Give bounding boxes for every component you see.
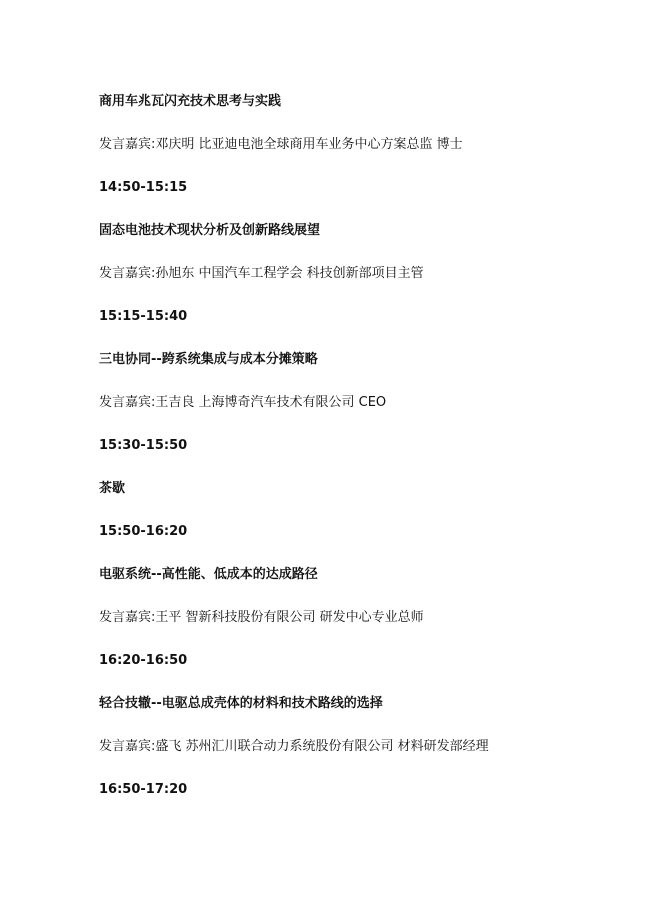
time-slot: 16:50-17:20 — [99, 782, 188, 797]
session-title: 商用车兆瓦闪充技术思考与实践 — [99, 94, 282, 109]
time-slot: 15:50-16:20 — [99, 524, 188, 539]
time-slot: 15:15-15:40 — [99, 309, 188, 324]
speaker-line: 发言嘉宾:王吉良 上海博奇汽车技术有限公司 CEO — [99, 395, 387, 410]
time-slot: 15:30-15:50 — [99, 438, 188, 453]
time-slot: 14:50-15:15 — [99, 180, 188, 195]
speaker-line: 发言嘉宾:王平 智新科技股份有限公司 研发中心专业总师 — [99, 610, 424, 625]
session-title: 固态电池技术现状分析及创新路线展望 — [99, 223, 321, 238]
speaker-line: 发言嘉宾:邓庆明 比亚迪电池全球商用车业务中心方案总监 博士 — [99, 137, 463, 152]
speaker-line: 发言嘉宾:盛飞 苏州汇川联合动力系统股份有限公司 材料研发部经理 — [99, 739, 489, 754]
speaker-line: 发言嘉宾:孙旭东 中国汽车工程学会 科技创新部项目主管 — [99, 266, 424, 281]
session-title: 三电协同--跨系统集成与成本分摊策略 — [99, 352, 318, 367]
session-title: 轻合技辙--电驱总成壳体的材料和技术路线的选择 — [99, 696, 383, 711]
time-slot: 16:20-16:50 — [99, 653, 188, 668]
session-title: 电驱系统--高性能、低成本的达成路径 — [99, 567, 318, 582]
break-title: 茶歇 — [99, 481, 126, 496]
